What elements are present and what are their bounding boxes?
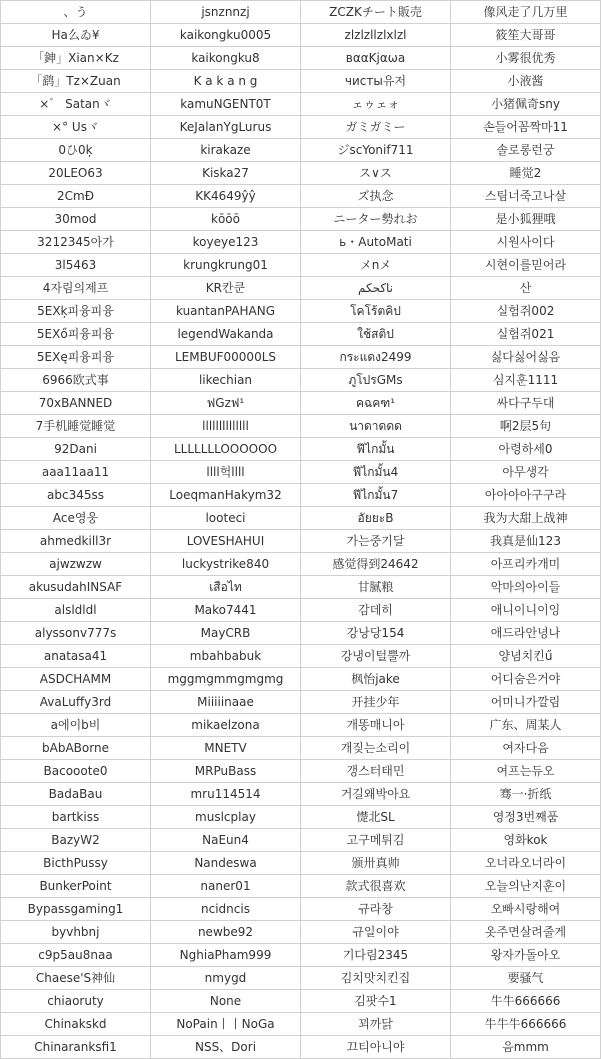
table-cell: 「鉮」Xian×Kz [1,47,151,70]
table-cell: mikaelzona [151,714,301,737]
table-cell: NaEun4 [151,829,301,852]
table-cell: newbe92 [151,921,301,944]
table-cell: ฟีไกมั้น [301,438,451,461]
table-cell: 개똥매니아 [301,714,451,737]
table-row [1,507,601,530]
table-row [1,1013,601,1036]
table-cell: 왕자가돌아오 [451,944,601,967]
table-cell: 筱笙大哥哥 [451,24,601,47]
table-cell: 손들어꼼짝마11 [451,116,601,139]
table-cell: อัยยะB [301,507,451,530]
table-cell: 김치맛치킨집 [301,967,451,990]
table-cell: 기다림2345 [301,944,451,967]
table-cell: ジscYonif711 [301,139,451,162]
table-cell: legendWakanda [151,323,301,346]
table-cell: 애드라안녕나 [451,622,601,645]
table-cell: ناکحکم [301,277,451,300]
table-cell: aaa11aa11 [1,461,151,484]
table-cell: 끄티아니야 [301,1036,451,1059]
table-cell: ฟีไกมั้น7 [301,484,451,507]
table-cell: BadaBau [1,783,151,806]
table-row [1,254,601,277]
table-cell: Kiska27 [151,162,301,185]
table-cell: 고구메튀김 [301,829,451,852]
table-row [1,737,601,760]
table-row [1,944,601,967]
table-cell: ฟีไกมั้น4 [301,461,451,484]
table-cell: LoeqmanHakym32 [151,484,301,507]
table-cell: llll헉llll [151,461,301,484]
table-cell: looteci [151,507,301,530]
table-cell: 20LEO63 [1,162,151,185]
table-cell: mru114514 [151,783,301,806]
table-cell: 要骚气 [451,967,601,990]
table-cell: 시현이를믿어라 [451,254,601,277]
table-cell: 개짖는소리이 [301,737,451,760]
table-cell: Chinakskd [1,1013,151,1036]
table-row [1,553,601,576]
table-cell: 0ひ0ķ [1,139,151,162]
table-cell: akusudahINSAF [1,576,151,599]
table-cell: Ha么ゐ¥ [1,24,151,47]
table-cell: 규일이야 [301,921,451,944]
table-cell: メnメ [301,254,451,277]
table-cell: 4자림의제프 [1,277,151,300]
table-row [1,921,601,944]
table-row [1,323,601,346]
table-cell: 강냉이털뿔까 [301,645,451,668]
table-cell: llllllllllllll [151,415,301,438]
table-cell: 5EXķ피융피융 [1,300,151,323]
table-row [1,829,601,852]
table-row [1,691,601,714]
table-row [1,116,601,139]
table-cell: 심지훈1111 [451,369,601,392]
table-cell: 옷주면살려줄게 [451,921,601,944]
table-cell: 2CmĐ [1,185,151,208]
table-cell: MayCRB [151,622,301,645]
table-cell: Miiiiinaae [151,691,301,714]
table-cell: 싫다싫어싫음 [451,346,601,369]
table-cell: นาดาดดด [301,415,451,438]
table-row [1,990,601,1013]
table-row [1,1036,601,1059]
table-cell: 像风走了几万里 [451,1,601,24]
table-row [1,231,601,254]
table-cell: jsnznnzj [151,1,301,24]
table-cell: 스팀너죽고나살 [451,185,601,208]
table-cell: 시원사이다 [451,231,601,254]
table-row [1,47,601,70]
table-cell: luckystrike840 [151,553,301,576]
table-cell: ahmedkill3r [1,530,151,553]
table-cell: вααKjαωa [301,47,451,70]
table-cell: ニーター勢れお [301,208,451,231]
table-cell: 甘腻粮 [301,576,451,599]
table-cell: naner01 [151,875,301,898]
table-cell: kaikongku0005 [151,24,301,47]
table-cell: chiaoruty [1,990,151,1013]
table-cell: 거길왜박아요 [301,783,451,806]
table-cell: 7手机睡觉睡觉 [1,415,151,438]
table-row [1,599,601,622]
table-cell: MRPuBass [151,760,301,783]
table-cell: 我为大甜上战神 [451,507,601,530]
table-cell: LLLLLLLOOOOOO [151,438,301,461]
table-cell: 是小狐狸哦 [451,208,601,231]
table-cell: 아프리카개미 [451,553,601,576]
table-cell: 오빠시랑해여 [451,898,601,921]
table-cell: c9p5au8naa [1,944,151,967]
table-cell: kaikongku8 [151,47,301,70]
table-cell: 6966欧式事 [1,369,151,392]
table-cell: 솔로롱런궁 [451,139,601,162]
table-cell: ฟGzฟ¹ [151,392,301,415]
table-cell: MNETV [151,737,301,760]
table-cell: 여프는듀오 [451,760,601,783]
table-cell: 牛牛牛666666 [451,1013,601,1036]
table-cell: zlzlzllzlxlzl [301,24,451,47]
table-row [1,622,601,645]
table-cell: 꾀까닭 [301,1013,451,1036]
table-cell: 양념치킨ű [451,645,601,668]
table-cell: 颁卅真帅 [301,852,451,875]
table-cell: ь・AutoMati [301,231,451,254]
table-cell: ス∨ス [301,162,451,185]
table-cell: ×゛ Satanヾ [1,93,151,116]
table-cell: 규라창 [301,898,451,921]
table-row [1,967,601,990]
table-cell: 여자다음 [451,737,601,760]
table-cell: 영정3번째품 [451,806,601,829]
table-row [1,346,601,369]
table-cell: 오늘의난지훈이 [451,875,601,898]
table-cell: ajwzwzw [1,553,151,576]
table-cell: kirakaze [151,139,301,162]
table-cell: 실험쥐021 [451,323,601,346]
table-row [1,277,601,300]
table-cell: Nandeswa [151,852,301,875]
table-cell: KK4649ŷŷ [151,185,301,208]
table-cell: 广东、周某人 [451,714,601,737]
table-cell: 小猪佩奇sny [451,93,601,116]
table-cell: Ace영웅 [1,507,151,530]
table-row [1,576,601,599]
table-row [1,783,601,806]
table-cell: ガミガミー [301,116,451,139]
table-row [1,415,601,438]
table-cell: 牛牛666666 [451,990,601,1013]
table-cell: Bacooote0 [1,760,151,783]
table-row [1,438,601,461]
table-row [1,668,601,691]
table-cell: 开挂少年 [301,691,451,714]
table-cell: Chaese'S神仙 [1,967,151,990]
table-cell: AvaLuffy3rd [1,691,151,714]
table-row [1,93,601,116]
table-cell: โคโร้ตคิป [301,300,451,323]
table-cell: 小液酱 [451,70,601,93]
table-row [1,645,601,668]
table-cell: kuantanPAHANG [151,300,301,323]
table-cell: 我真是仙123 [451,530,601,553]
table-cell: ズ执念 [301,185,451,208]
table-cell: 김팟수1 [301,990,451,1013]
table-row [1,185,601,208]
table-cell: ェゥェォ [301,93,451,116]
table-cell: 애니이니이잉 [451,599,601,622]
table-row [1,208,601,231]
table-cell: 싸다구두대 [451,392,601,415]
table-cell: muslcplay [151,806,301,829]
table-cell: BicthPussy [1,852,151,875]
table-cell: alsldldl [1,599,151,622]
table-cell: กระแดง2499 [301,346,451,369]
table-row [1,760,601,783]
table-cell: 감데히 [301,599,451,622]
table-row [1,806,601,829]
table-cell: 啊2层5句 [451,415,601,438]
table-cell: ×° Usヾ [1,116,151,139]
table-cell: 실험쥐002 [451,300,601,323]
table-row [1,369,601,392]
table-cell: ภูโปรGMs [301,369,451,392]
table-row [1,300,601,323]
table-cell: 아령하세0 [451,438,601,461]
table-row [1,852,601,875]
table-cell: alyssonv777s [1,622,151,645]
table-cell: mbahbabuk [151,645,301,668]
table-cell: 70xBANNED [1,392,151,415]
table-cell: 가는중기달 [301,530,451,553]
table-cell: ใช้สติป [301,323,451,346]
table-cell: Bypassgaming1 [1,898,151,921]
table-cell: bAbABorne [1,737,151,760]
table-row [1,898,601,921]
table-cell: คฉคฑ¹ [301,392,451,415]
table-cell: 아무생각 [451,461,601,484]
table-cell: 영화kok [451,829,601,852]
table-cell: K a k a n g [151,70,301,93]
table-cell: 30mod [1,208,151,231]
table-cell: NSS、Dori [151,1036,301,1059]
table-cell: KR칸쿤 [151,277,301,300]
table-cell: 骞一·折纸 [451,783,601,806]
table-cell: byvhbnj [1,921,151,944]
table-cell: 산 [451,277,601,300]
table-cell: 음mmm [451,1036,601,1059]
table-cell: likechian [151,369,301,392]
table-cell: 款式很喜欢 [301,875,451,898]
table-cell: LEMBUF00000LS [151,346,301,369]
table-row [1,24,601,47]
table-cell: krungkrung01 [151,254,301,277]
table-cell: ASDCHAMM [1,668,151,691]
table-cell: 枫怡jake [301,668,451,691]
table-cell: 악마의아이들 [451,576,601,599]
table-cell: 感觉得到24642 [301,553,451,576]
table-cell: 3l5463 [1,254,151,277]
table-cell: 睡觉2 [451,162,601,185]
table-cell: a에이b비 [1,714,151,737]
table-cell: kamuNGENT0T [151,93,301,116]
table-cell: kōōō [151,208,301,231]
table-cell: BazyW2 [1,829,151,852]
table-cell: anatasa41 [1,645,151,668]
table-cell: 憷北SL [301,806,451,829]
table-cell: NoPain丨丨NoGa [151,1013,301,1036]
table-cell: abc345ss [1,484,151,507]
table-cell: 아아아아구구라 [451,484,601,507]
table-cell: KeJalanYgLurus [151,116,301,139]
table-row [1,162,601,185]
table-cell: koyeye123 [151,231,301,254]
table-row [1,1,601,24]
table-body [1,1,601,1059]
table-cell: 어디숨은거야 [451,668,601,691]
table-cell: 강낭당154 [301,622,451,645]
table-cell: ZCZKチート販売 [301,1,451,24]
table-cell: 오너라오너라이 [451,852,601,875]
table-cell: เสือไท [151,576,301,599]
table-cell: mggmgmmgmgmg [151,668,301,691]
table-cell: BunkerPoint [1,875,151,898]
table-row [1,484,601,507]
table-cell: 「鹞」Tz×Zuan [1,70,151,93]
table-row [1,461,601,484]
table-row [1,875,601,898]
table-cell: nmygd [151,967,301,990]
table-cell: LOVESHAHUI [151,530,301,553]
table-cell: ncidncis [151,898,301,921]
table-cell: bartkiss [1,806,151,829]
table-row [1,392,601,415]
table-cell: чисты유저 [301,70,451,93]
table-cell: 갱스터태민 [301,760,451,783]
table-cell: 3212345아가 [1,231,151,254]
table-cell: NghiaPham999 [151,944,301,967]
table-cell: Chinaranksfi1 [1,1036,151,1059]
table-cell: 、う [1,1,151,24]
table-cell: 小雾很优秀 [451,47,601,70]
table-cell: 5EXę피융피융 [1,346,151,369]
table-row [1,70,601,93]
table-cell: Mako7441 [151,599,301,622]
table-row [1,139,601,162]
table-cell: 5EXő피융피융 [1,323,151,346]
table-row [1,530,601,553]
table-row [1,714,601,737]
table-cell: 어미니가깔림 [451,691,601,714]
table-cell: 92Dani [1,438,151,461]
table-cell: None [151,990,301,1013]
